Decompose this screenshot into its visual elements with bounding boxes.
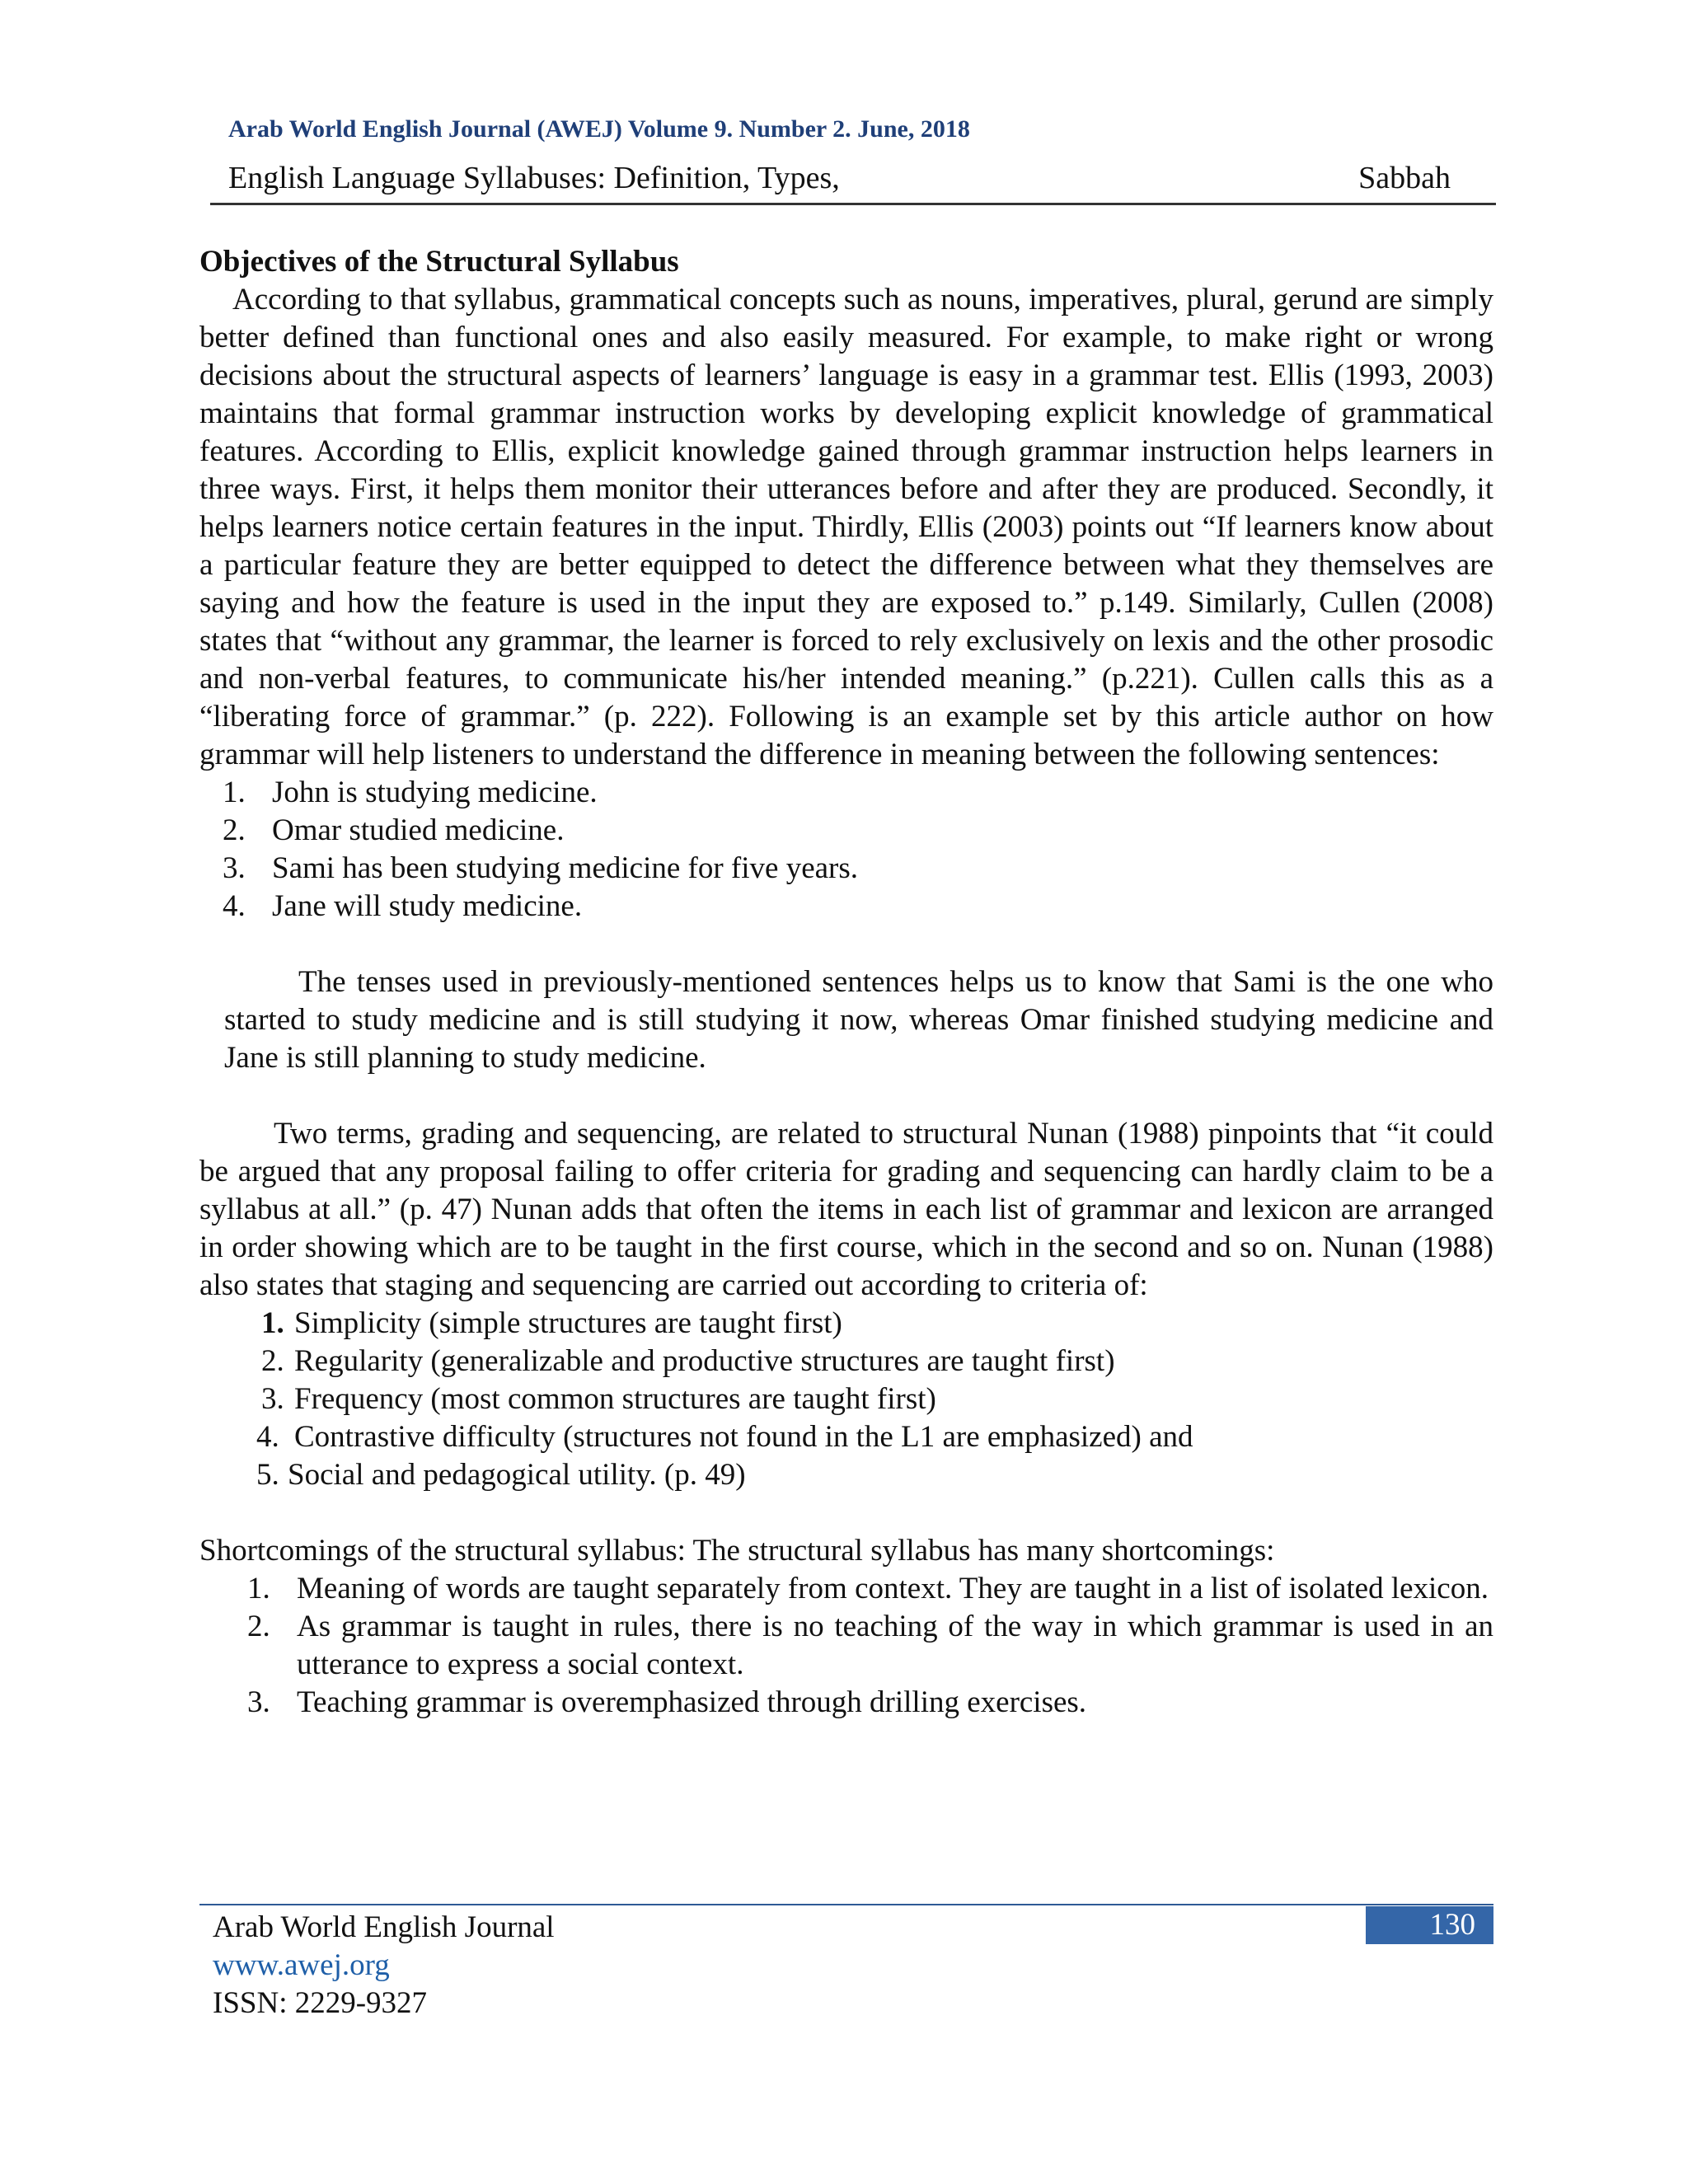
list-text: Social and pedagogical utility. (p. 49) <box>288 1458 746 1492</box>
list-item <box>261 1380 1493 1418</box>
list-item <box>223 774 1493 812</box>
list-number: 1. <box>261 1306 284 1340</box>
list-text: Teaching grammar is overemphasized through drilling exercises. <box>297 1685 1087 1719</box>
article-title: English Language Syllabuses: Definition, Types, <box>228 161 840 195</box>
shortcomings-list <box>247 1570 1493 1722</box>
list-number: 3. <box>223 851 246 885</box>
journal-citation: Arab World English Journal (AWEJ) Volume 9. Number 2. June, 2018 <box>228 115 970 143</box>
shortcomings-intro: Shortcomings of the structural syllabus: The structural syllabus has many shortcomings: <box>199 1534 1275 1568</box>
list-number: 2. <box>261 1344 284 1378</box>
article-body <box>199 243 1493 1722</box>
running-head <box>228 160 1451 196</box>
list-text: John is studying medicine. <box>272 776 598 809</box>
list-item <box>247 1608 1493 1684</box>
list-number: 3. <box>247 1685 270 1719</box>
example-sentences-list <box>223 774 1493 926</box>
list-text: Omar studied medicine. <box>272 813 565 847</box>
section-heading: Objectives of the Structural Syllabus <box>199 245 679 279</box>
list-text: Contrastive difficulty (structures not found in the L1 are emphasized) and <box>294 1420 1193 1454</box>
paragraph-objectives: According to that syllabus, grammatical concepts such as nouns, imperatives, plural, gerund are simply better defined than functional ones and also easily measured. For example, to make right or wrong decisions about the structural aspects of learners’ language is easy in a grammar test. Ellis (1993, 2003) maintains that formal grammar instruction works by developing explicit knowledge of grammatical features. According to Ellis, explicit knowledge gained through grammar instruction helps learners in three ways. First, it helps them monitor their utterances before and after they are produced. Secondly, it helps learners notice certain features in the input. Thirdly, Ellis (2003) points out “If learners know about a particular feature they are better equipped to detect the difference between what they themselves are saying and how the feature is used in the input they are exposed to.” p.149. Similarly, Cullen (2008) states that “without any grammar, the learner is forced to rely exclusively on lexis and the other prosodic and non-verbal features, to communicate his/her intended meaning.” (p.221). Cullen calls this as a “liberating force of grammar.” (p. 222). Following is an example set by this article author on how grammar will help listeners to understand the difference in meaning between the following sentences: <box>199 283 1493 771</box>
footer-journal-name: Arab World English Journal <box>213 1910 555 1944</box>
list-text: Regularity (generalizable and productive structures are taught first) <box>294 1344 1115 1378</box>
list-number: 4. <box>256 1420 279 1454</box>
journal-website-link[interactable]: www.awej.org <box>213 1948 390 1982</box>
list-item <box>223 812 1493 850</box>
list-item <box>256 1456 1493 1494</box>
paragraph-grading: Two terms, grading and sequencing, are related to structural Nunan (1988) pinpoints that “it could be argued that any proposal failing to offer criteria for grading and sequencing can hardly claim to be a syllabus at all.” (p. 47) Nunan adds that often the items in each list of grammar and lexicon are arranged in order showing which are to be taught in the first course, which in the second and so on. Nunan (1988) also states that staging and sequencing are carried out according to criteria of: <box>199 1117 1493 1302</box>
list-number: 3. <box>261 1382 284 1416</box>
footer <box>213 1909 555 2022</box>
footer-divider <box>199 1904 1493 1905</box>
list-text: Frequency (most common structures are taught first) <box>294 1382 936 1416</box>
page-number: 130 <box>1366 1906 1493 1944</box>
list-text: Sami has been studying medicine for five years. <box>272 851 859 885</box>
list-item <box>261 1305 1493 1343</box>
list-text: As grammar is taught in rules, there is no teaching of the way in which grammar is used in an utterance to express a social context. <box>297 1610 1493 1681</box>
paragraph-tenses: The tenses used in previously-mentioned sentences helps us to know that Sami is the one who started to study medicine and is still studying it now, whereas Omar finished studying medicine and Jane is still planning to study medicine. <box>224 965 1493 1075</box>
list-text: Meaning of words are taught separately from context. They are taught in a list of isolated lexicon. <box>297 1572 1489 1605</box>
list-text: Jane will study medicine. <box>272 889 583 923</box>
header-divider <box>210 203 1496 205</box>
list-number: 1. <box>223 776 246 809</box>
issn: ISSN: 2229-9327 <box>213 1986 428 2020</box>
list-item <box>223 888 1493 926</box>
list-item <box>223 850 1493 888</box>
list-item <box>247 1684 1493 1722</box>
list-number: 4. <box>223 889 246 923</box>
list-number: 2. <box>223 813 246 847</box>
criteria-list <box>256 1305 1493 1494</box>
list-number: 1. <box>247 1572 270 1605</box>
list-text: Simplicity (simple structures are taught first) <box>294 1306 842 1340</box>
list-item <box>256 1418 1493 1456</box>
author-name: Sabbah <box>1358 161 1451 195</box>
list-number: 5. <box>256 1458 279 1492</box>
list-item <box>247 1570 1493 1608</box>
list-number: 2. <box>247 1610 270 1643</box>
list-item <box>261 1343 1493 1380</box>
